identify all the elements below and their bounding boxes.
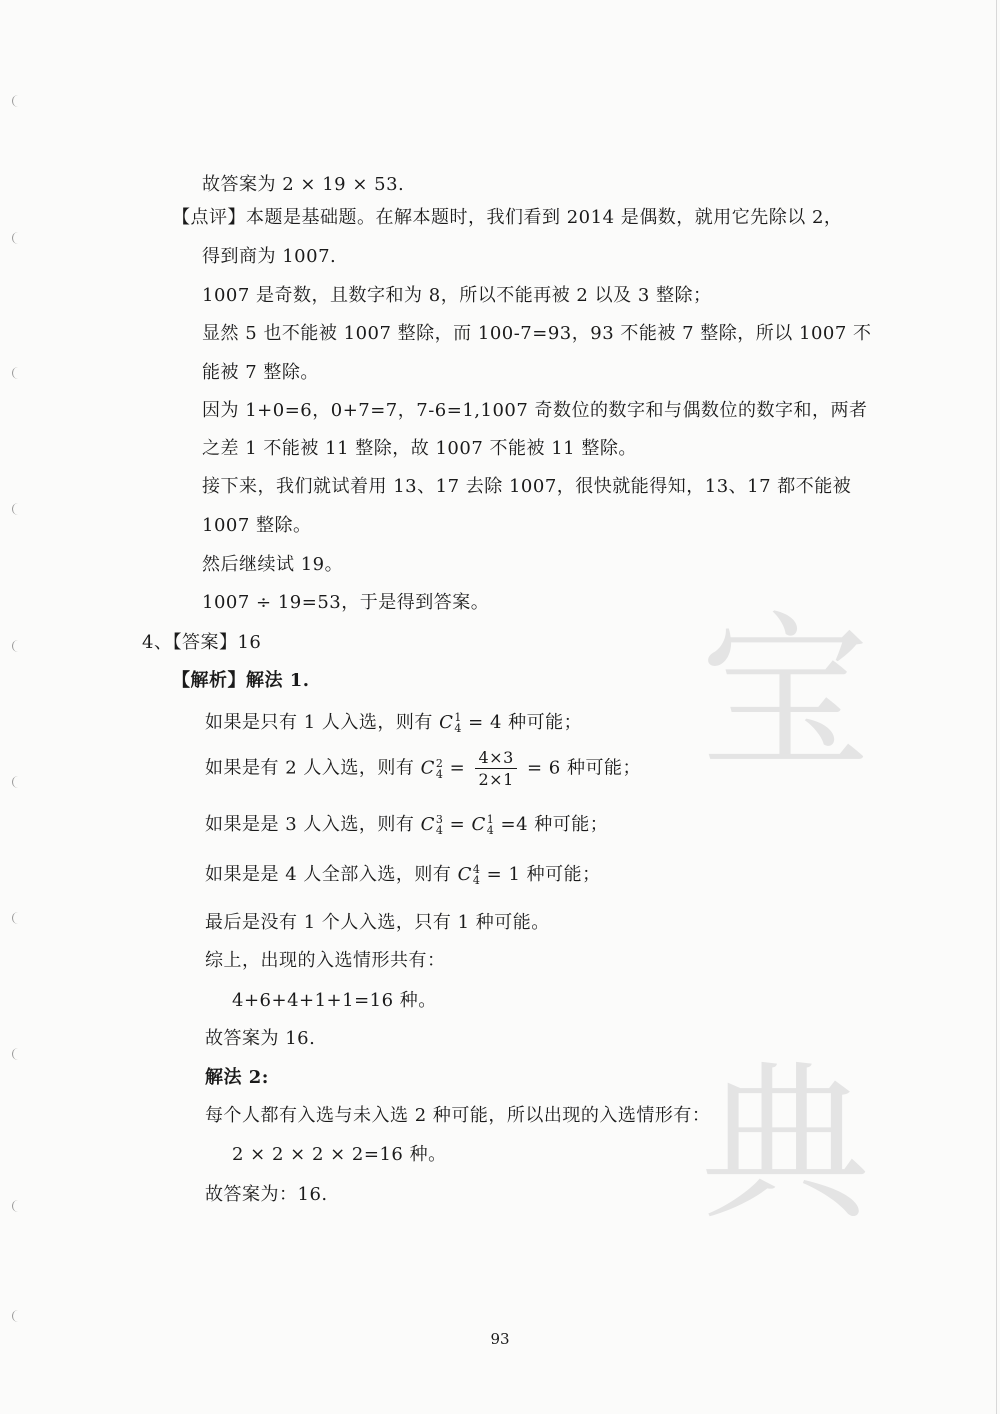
- text-line: 接下来，我们就试着用 13、17 去除 1007，很快就能得知，13、17 都不能被: [202, 476, 852, 497]
- text-line: 最后是没有 1 个人入选，只有 1 种可能。: [205, 912, 550, 933]
- superscript: 3: [435, 813, 444, 826]
- combination-symbol: C: [439, 712, 454, 733]
- combination-symbol: C: [471, 814, 486, 835]
- combination-indices: [487, 814, 495, 836]
- text-line: 1007 是奇数，且数字和为 8，所以不能再被 2 以及 3 整除；: [202, 285, 712, 306]
- case-text: = 1 种可能；: [486, 864, 601, 885]
- combination-symbol: C: [457, 864, 472, 885]
- binding-hole-mark: [12, 776, 20, 788]
- case-text: = 6 种可能；: [526, 757, 641, 779]
- text-line: 故答案为 16.: [205, 1028, 316, 1049]
- page-number: 93: [490, 1330, 510, 1348]
- case-text: 如果是只有 1 人入选，则有: [205, 712, 433, 733]
- text-line: 之差 1 不能被 11 整除，故 1007 不能被 11 整除。: [202, 438, 637, 459]
- case-four-line: [205, 860, 601, 886]
- subscript: 4: [435, 824, 444, 837]
- case-text: =4 种可能；: [500, 814, 609, 835]
- text-line: 能被 7 整除。: [202, 362, 319, 383]
- case-text: = 4 种可能；: [468, 712, 583, 733]
- answer-heading: 4、【答案】16: [142, 632, 262, 653]
- case-text: 如果是有 2 人入选，则有: [205, 757, 415, 779]
- superscript: 1: [454, 711, 462, 724]
- analysis-heading: 【解析】解法 1.: [172, 670, 310, 691]
- equals-sign: =: [449, 757, 466, 779]
- combination-indices: [454, 712, 462, 734]
- subscript: 4: [472, 874, 481, 887]
- watermark-glyph: 宝: [700, 596, 871, 794]
- text-line: 得到商为 1007.: [202, 246, 337, 267]
- combination-symbol: C: [420, 757, 435, 779]
- subscript: 4: [454, 722, 462, 735]
- text-line: 故答案为：16.: [205, 1184, 328, 1205]
- subscript: 4: [486, 824, 495, 837]
- page-edge: [996, 0, 997, 1414]
- equation-line: 4+6+4+1+1=16 种。: [232, 990, 437, 1011]
- binding-hole-mark: [12, 1048, 20, 1060]
- text-line: 1007 整除。: [202, 515, 312, 536]
- watermark-glyph: 典: [700, 1046, 871, 1244]
- text-line: 综上，出现的入选情形共有：: [205, 950, 446, 971]
- fraction: [475, 748, 516, 789]
- binding-hole-mark: [12, 1310, 20, 1322]
- fraction-numerator: 4×3: [475, 748, 516, 769]
- comment-heading-line: 【点评】本题是基础题。在解本题时，我们看到 2014 是偶数，就用它先除以 2，: [172, 207, 843, 228]
- binding-hole-mark: [12, 640, 20, 652]
- text-line: 每个人都有入选与未入选 2 种可能，所以出现的入选情形有：: [205, 1105, 711, 1126]
- superscript: 4: [472, 863, 481, 876]
- binding-hole-mark: [12, 367, 20, 379]
- superscript: 1: [486, 813, 495, 826]
- case-one-line: [205, 708, 582, 734]
- binding-hole-mark: [12, 95, 20, 107]
- binding-hole-mark: [12, 1200, 20, 1212]
- text-line: 1007 ÷ 19=53，于是得到答案。: [202, 592, 490, 613]
- superscript: 2: [435, 756, 444, 770]
- text-line: 因为 1+0=6，0+7=7，7-6=1,1007 奇数位的数字和与偶数位的数字和，两者: [202, 400, 868, 421]
- combination-indices: [436, 758, 444, 780]
- equation-line: 2 × 2 × 2 × 2=16 种。: [232, 1144, 447, 1165]
- text-line: 显然 5 也不能被 1007 整除，而 100-7=93，93 不能被 7 整除，所以 1007 不: [202, 323, 872, 344]
- case-text: 如果是是 4 人全部入选，则有: [205, 864, 452, 885]
- case-three-line: [205, 810, 608, 836]
- subscript: 4: [435, 767, 444, 781]
- equals-sign: =: [449, 814, 466, 835]
- binding-hole-mark: [12, 232, 20, 244]
- method-two-heading: 解法 2:: [205, 1067, 269, 1088]
- binding-hole-mark: [12, 503, 20, 515]
- case-text: 如果是是 3 人入选，则有: [205, 814, 415, 835]
- combination-indices: [473, 864, 481, 886]
- fraction-denominator: 2×1: [478, 770, 514, 789]
- combination-symbol: C: [420, 814, 435, 835]
- text-line: 故答案为 2 × 19 × 53.: [202, 174, 405, 195]
- binding-hole-mark: [12, 912, 20, 924]
- combination-indices: [436, 814, 444, 836]
- text-line: 然后继续试 19。: [202, 554, 344, 575]
- case-two-line: [205, 748, 641, 789]
